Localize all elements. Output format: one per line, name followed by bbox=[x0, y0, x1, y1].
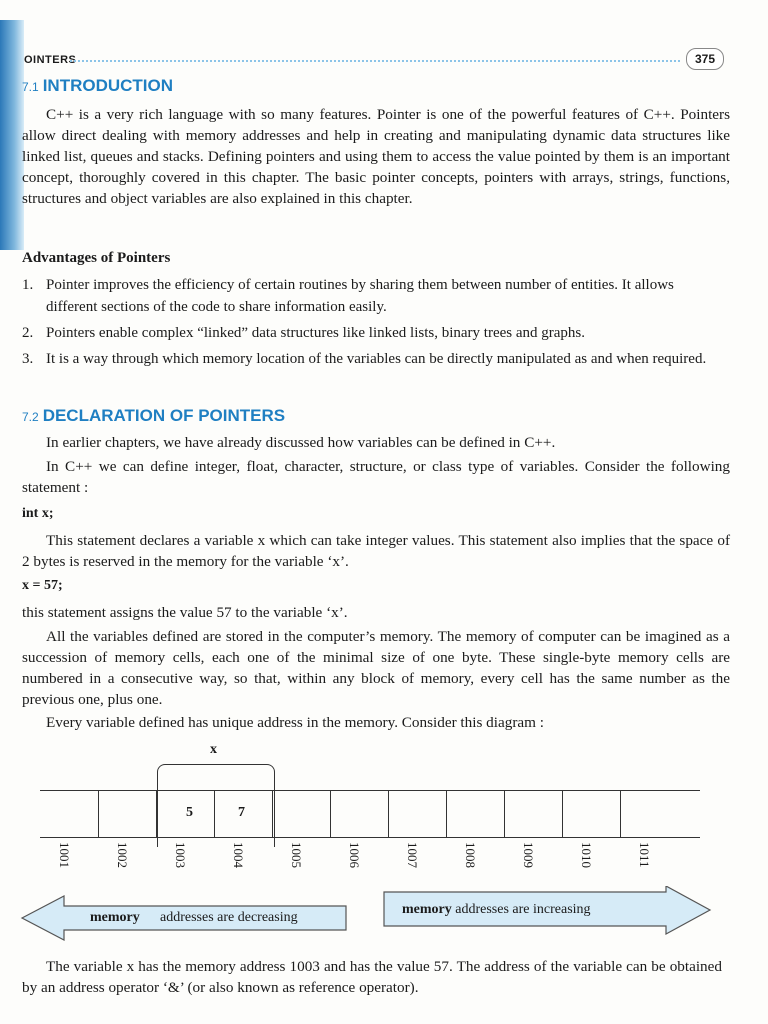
paragraph: this statement assigns the value 57 to the variable ‘x’. bbox=[22, 604, 348, 621]
closing-paragraph: The variable x has the memory address 1003 and has the value 57. The address of the variable can be obtained by an address operator ‘&’ (or also known as reference operator). bbox=[22, 958, 722, 996]
right-arrow-label bbox=[402, 902, 591, 918]
cell-divider bbox=[620, 791, 621, 837]
address-label: 1002 bbox=[115, 842, 130, 868]
page-header bbox=[24, 46, 744, 70]
page-number: 375 bbox=[686, 48, 724, 70]
cell-divider bbox=[214, 791, 215, 837]
intro-paragraph: C++ is a very rich language with so many features. Pointer is one of the powerful features of C++. Pointers allow direct dealing with memory addresses and help in creating and manipulating dynamic data structures like linked list, queues and stacks. Defining pointers and using them to access the value pointed by them is an important concept, thoroughly covered in this chapter. The basic pointer concepts, pointers with arrays, strings, functions, structures and object variables are also explained in this chapter. bbox=[22, 106, 730, 207]
left-arrow-label bbox=[90, 910, 140, 926]
address-label: 1003 bbox=[173, 842, 188, 868]
address-label: 1006 bbox=[347, 842, 362, 868]
header-rule bbox=[70, 60, 680, 62]
code-statement: int x; bbox=[22, 506, 54, 521]
address-label: 1010 bbox=[579, 842, 594, 868]
address-label: 1001 bbox=[57, 842, 72, 868]
paragraph: In earlier chapters, we have already discussed how variables can be defined in C++. bbox=[46, 434, 556, 451]
paragraph: This statement declares a variable x which can take integer values. This statement also implies that the space of 2 bytes is reserved in the memory for the variable ‘x’. bbox=[22, 532, 730, 570]
list-item bbox=[22, 274, 728, 318]
intro-heading bbox=[22, 76, 173, 96]
declaration-heading bbox=[22, 406, 285, 426]
cell-divider bbox=[388, 791, 389, 837]
cell-divider bbox=[504, 791, 505, 837]
cell-divider bbox=[330, 791, 331, 837]
advantages-heading: Advantages of Pointers bbox=[22, 250, 171, 266]
cell-value: 5 bbox=[186, 805, 193, 820]
section-number: 7.2 bbox=[22, 410, 39, 424]
paragraph: Every variable defined has unique address in the memory. Consider this diagram : bbox=[46, 714, 544, 731]
cell-divider bbox=[156, 791, 157, 837]
left-arrow-text: addresses are decreasing bbox=[160, 910, 298, 925]
cell-divider bbox=[446, 791, 447, 837]
list-number: 1. bbox=[22, 277, 34, 293]
cell-divider bbox=[98, 791, 99, 837]
variable-label: x bbox=[210, 742, 217, 757]
list-item bbox=[22, 322, 728, 344]
address-label: 1004 bbox=[231, 842, 246, 868]
address-label: 1005 bbox=[289, 842, 304, 868]
address-label: 1009 bbox=[521, 842, 536, 868]
right-arrow-text: addresses are increasing bbox=[455, 902, 591, 917]
list-text: It is a way through which memory location of the variables can be directly manipulated as and when required. bbox=[46, 351, 707, 367]
chapter-title: OINTERS bbox=[24, 54, 77, 66]
list-number: 3. bbox=[22, 351, 34, 367]
left-arrow-bold: memory bbox=[90, 910, 140, 925]
address-label: 1007 bbox=[405, 842, 420, 868]
book-spine-decoration bbox=[0, 20, 24, 250]
right-arrow-bold: memory bbox=[402, 902, 452, 917]
paragraph: In C++ we can define integer, float, character, structure, or class type of variables. Consider the following statement : bbox=[22, 458, 730, 496]
list-text: Pointer improves the efficiency of certain routines by sharing them between number of entities. It allows different sections of the code to share information easily. bbox=[46, 277, 674, 315]
section-title: DECLARATION OF POINTERS bbox=[42, 406, 286, 425]
address-label: 1008 bbox=[463, 842, 478, 868]
section-number: 7.1 bbox=[22, 80, 39, 94]
address-label: 1011 bbox=[637, 842, 652, 868]
cell-value: 7 bbox=[238, 805, 245, 820]
memory-diagram bbox=[20, 742, 740, 950]
list-item bbox=[22, 348, 728, 370]
section-title: INTRODUCTION bbox=[42, 76, 174, 95]
paragraph: All the variables defined are stored in the computer’s memory. The memory of computer can be imagined as a succession of memory cells, each one of the minimal size of one byte. These single-byte memory cells are numbered in a consecutive way, so that, within any block of memory, every cell has the same number as the previous one, plus one. bbox=[22, 628, 730, 708]
list-text: Pointers enable complex “linked” data structures like linked lists, binary trees and graphs. bbox=[46, 325, 586, 341]
cell-divider bbox=[272, 791, 273, 837]
code-statement: x = 57; bbox=[22, 578, 63, 593]
memory-cells bbox=[40, 790, 700, 838]
cell-divider bbox=[562, 791, 563, 837]
list-number: 2. bbox=[22, 325, 34, 341]
